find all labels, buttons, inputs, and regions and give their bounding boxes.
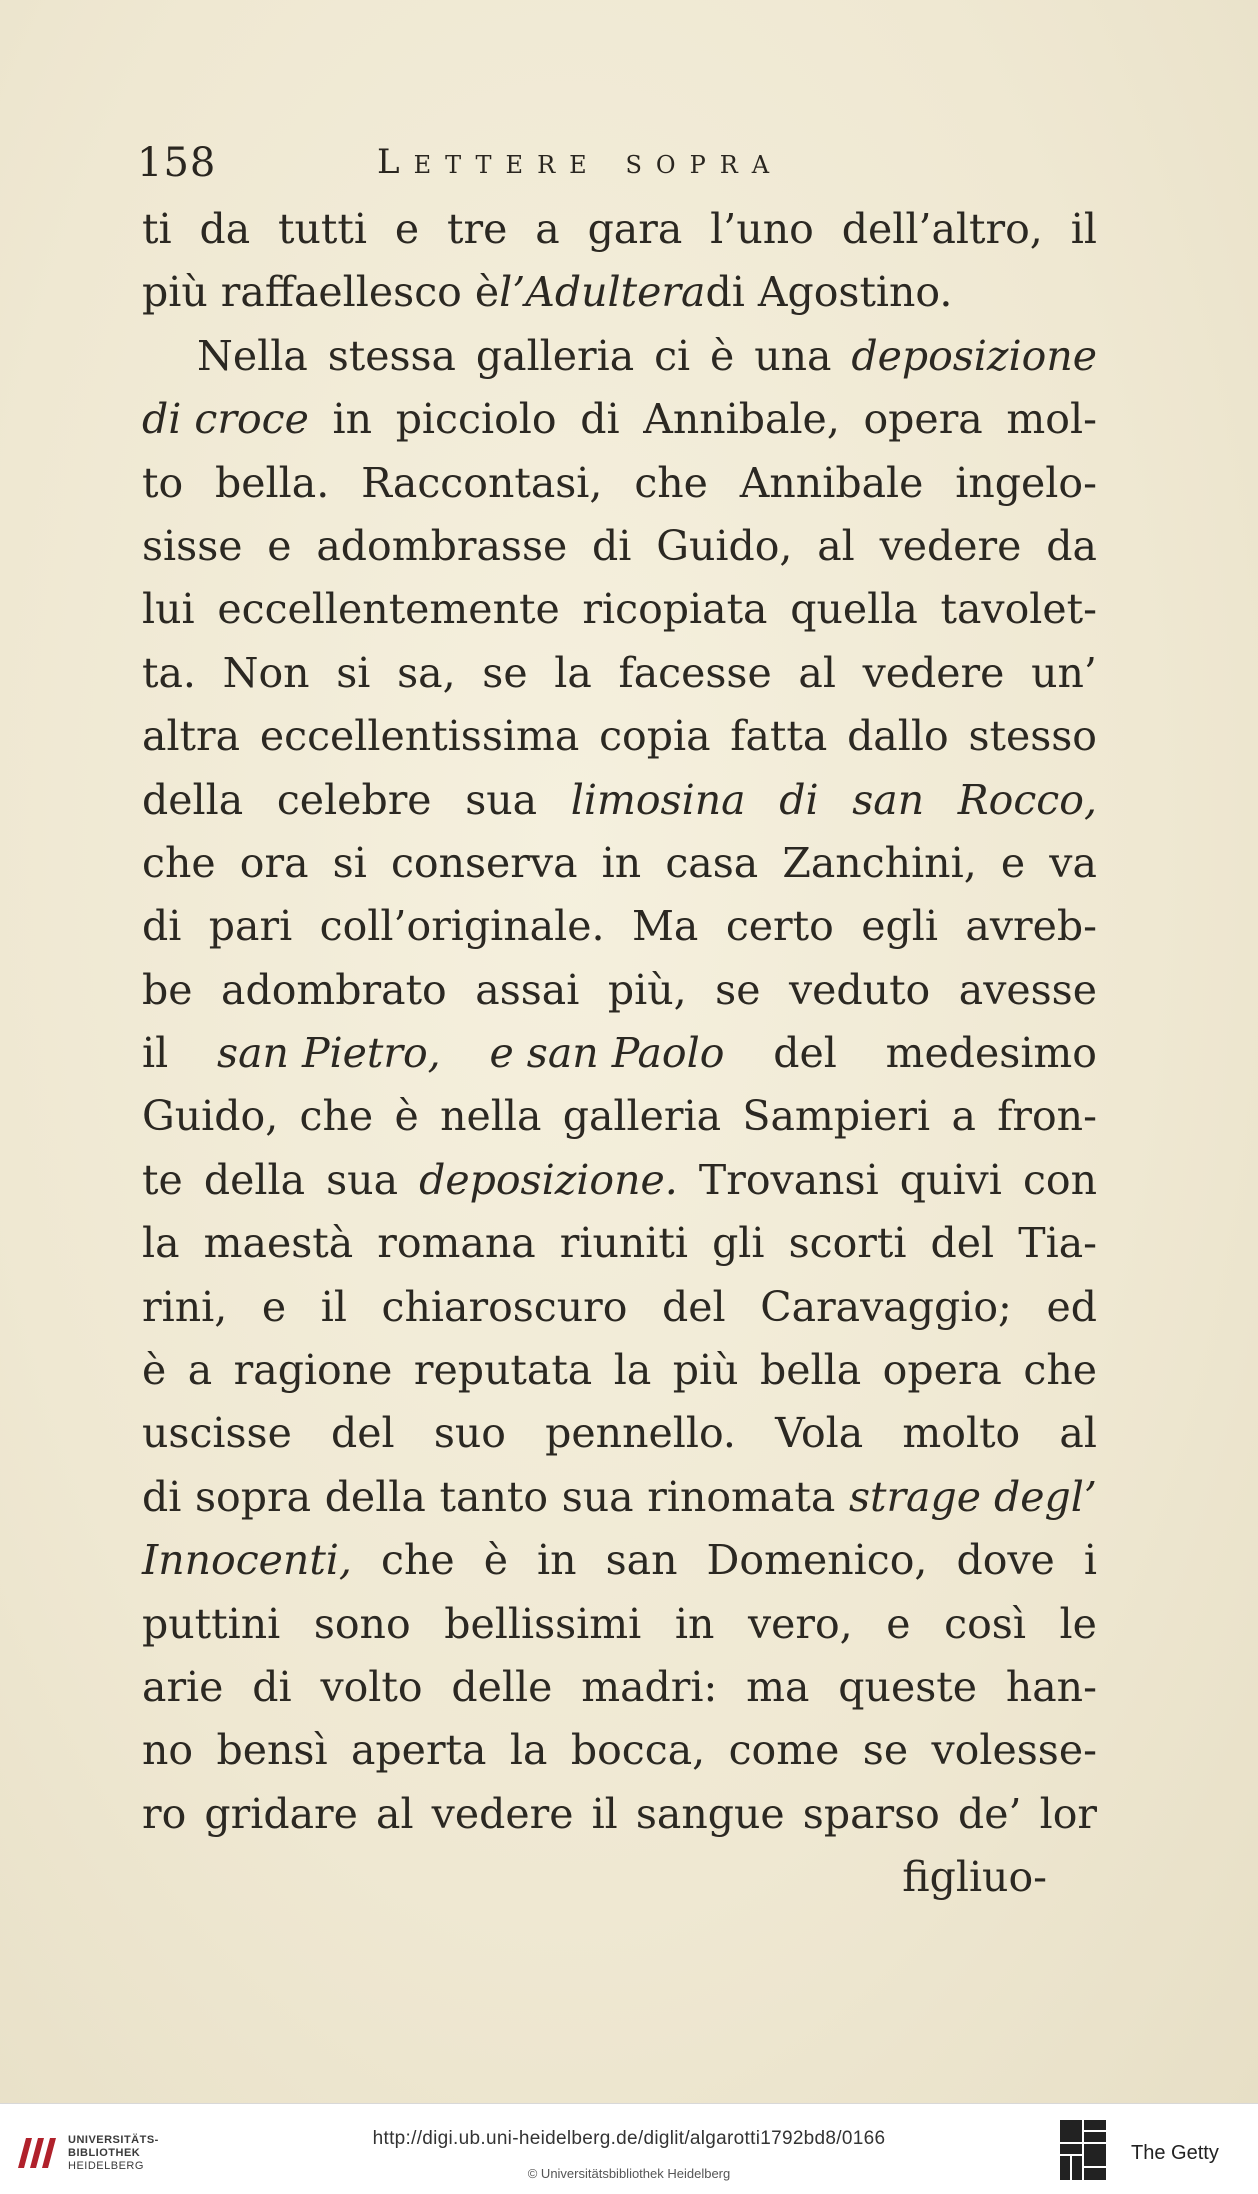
word: della	[324, 1472, 426, 1521]
word: de’	[957, 1789, 1022, 1838]
permalink-url[interactable]: http://digi.ub.uni-heidelberg.de/diglit/algarotti1792bd8/0166	[372, 2128, 886, 2149]
text-line	[142, 198, 1097, 261]
word: gli	[712, 1219, 765, 1268]
word: opera	[882, 1346, 1002, 1395]
word: nella	[440, 1092, 542, 1141]
text-line	[142, 515, 1097, 578]
word: lui	[142, 585, 195, 634]
word: vero,	[747, 1599, 853, 1648]
word: in	[601, 838, 642, 887]
word: il	[320, 1282, 347, 1331]
word: puttini	[142, 1599, 281, 1648]
word: si	[336, 648, 371, 697]
word: la	[613, 1346, 652, 1395]
text-line	[142, 1212, 1097, 1275]
word: sa,	[397, 648, 456, 697]
italic-word: san	[852, 775, 925, 824]
word: che	[381, 1536, 455, 1585]
word: Guido,	[142, 1092, 279, 1141]
italic-word: limosina	[570, 775, 746, 824]
word: queste	[838, 1662, 977, 1711]
text-line	[142, 388, 1097, 451]
word: eccellentissima	[259, 712, 580, 761]
italic-word: san Pietro,	[217, 1029, 441, 1078]
italic-word: di croce	[142, 395, 309, 444]
word: si	[332, 838, 367, 887]
word: be	[142, 965, 193, 1014]
copyright-notice: © Universitätsbibliothek Heidelberg	[527, 2166, 731, 2181]
word: coll’originale.	[319, 902, 605, 951]
word: e	[1000, 838, 1026, 887]
text-line	[142, 1402, 1097, 1465]
word: sparso	[802, 1789, 940, 1838]
catchword-line	[142, 1846, 1097, 1909]
text-line	[142, 769, 1097, 832]
word: ragione	[233, 1346, 393, 1395]
word: del	[331, 1409, 395, 1458]
word: egli	[861, 902, 938, 951]
word: casa	[665, 838, 759, 887]
word: in	[537, 1536, 577, 1585]
word: sua	[326, 1155, 399, 1204]
word: di	[142, 902, 182, 951]
text-line	[142, 325, 1097, 388]
word: in	[332, 395, 373, 444]
word: bella.	[215, 458, 330, 507]
word: è	[394, 1092, 419, 1141]
page-header	[137, 140, 1097, 200]
word: vedere	[862, 648, 1005, 697]
word: Trovansi	[698, 1155, 879, 1204]
italic-word: Innocenti,	[142, 1536, 352, 1585]
text-line	[142, 832, 1097, 895]
word: assai	[475, 965, 580, 1014]
text-line	[142, 959, 1097, 1022]
word: di	[580, 395, 620, 444]
partner-name: The Getty	[1131, 2142, 1219, 2164]
word: che	[142, 838, 216, 887]
word: di	[252, 1662, 292, 1711]
word: delle	[451, 1662, 553, 1711]
word: sua	[465, 775, 538, 824]
word: tavolet-	[940, 585, 1097, 634]
library-name-line: UNIVERSITÄTS-	[68, 2134, 159, 2146]
word: sangue	[635, 1789, 785, 1838]
word: avesse	[958, 965, 1097, 1014]
word: ricopiata	[582, 585, 768, 634]
word: volesse-	[931, 1726, 1097, 1775]
word: celebre	[276, 775, 432, 824]
word: no	[142, 1726, 194, 1775]
word: medesimo	[885, 1029, 1097, 1078]
word: veduto	[789, 965, 931, 1014]
word: aperta	[350, 1726, 487, 1775]
word: dallo	[847, 712, 949, 761]
word: Nella	[197, 331, 308, 380]
italic-word: e san Paolo	[489, 1029, 725, 1078]
word: adombrato	[221, 965, 447, 1014]
word: reputata	[413, 1346, 593, 1395]
word: va	[1049, 838, 1097, 887]
text-line	[142, 1593, 1097, 1656]
word: a	[951, 1092, 976, 1141]
word: se	[862, 1726, 909, 1775]
word: in	[674, 1599, 715, 1648]
word: più	[672, 1346, 739, 1395]
text-line	[142, 1466, 1097, 1529]
word: uscisse	[142, 1409, 292, 1458]
word: più,	[607, 965, 687, 1014]
word: che	[1023, 1346, 1097, 1395]
text-line	[142, 261, 1097, 324]
text-line	[142, 1783, 1097, 1846]
word: e	[267, 521, 292, 570]
word: Domenico,	[706, 1536, 928, 1585]
word: rini,	[142, 1282, 228, 1331]
word: Vola	[775, 1409, 864, 1458]
word: e	[261, 1282, 287, 1331]
word: han-	[1005, 1662, 1097, 1711]
word: da	[1046, 521, 1097, 570]
catchword: figliuo-	[902, 1853, 1047, 1902]
word: galleria	[475, 331, 635, 380]
word: sua	[561, 1472, 634, 1521]
italic-word: Rocco,	[957, 775, 1097, 824]
word: una	[754, 331, 832, 380]
text-line	[142, 452, 1097, 515]
text-line	[142, 705, 1097, 768]
word: il	[1070, 205, 1097, 253]
text-line	[142, 578, 1097, 641]
text-line	[142, 1719, 1097, 1782]
word: rinomata	[647, 1472, 836, 1521]
word: Non	[222, 648, 310, 697]
word: al	[817, 521, 855, 570]
word: riuniti	[559, 1219, 688, 1268]
word: del	[930, 1219, 995, 1268]
word: ta.	[142, 648, 196, 697]
word: scorti	[788, 1219, 907, 1268]
word: che	[299, 1092, 374, 1141]
library-name-line: BIBLIOTHEK	[68, 2147, 141, 2159]
text-line	[142, 1529, 1097, 1592]
word: bocca,	[570, 1726, 706, 1775]
word: Raccontasi,	[361, 458, 603, 507]
word: molto	[902, 1409, 1021, 1458]
word: del	[773, 1029, 837, 1078]
word: e	[886, 1599, 911, 1648]
italic-word: strage degl’	[848, 1472, 1097, 1521]
word: il	[591, 1789, 618, 1838]
italic-word: di	[779, 775, 819, 824]
word: dove	[956, 1536, 1055, 1585]
word: vedere	[879, 521, 1022, 570]
word: che	[634, 458, 708, 507]
word: bella	[759, 1346, 862, 1395]
text-line	[142, 1276, 1097, 1339]
word: se	[482, 648, 528, 697]
word: fron-	[997, 1092, 1097, 1141]
word: suo	[433, 1409, 506, 1458]
word: della	[203, 1155, 306, 1204]
word: come	[728, 1726, 840, 1775]
word: di	[142, 1472, 182, 1521]
running-title: Lettere sopra	[377, 142, 784, 182]
word: e	[394, 205, 420, 253]
word: le	[1059, 1599, 1097, 1648]
word: sisse	[142, 521, 243, 570]
word: bellissimi	[444, 1599, 642, 1648]
word: madri:	[581, 1662, 718, 1711]
word: dell’altro,	[841, 205, 1043, 253]
word: così	[944, 1599, 1026, 1648]
getty-logo-icon[interactable]	[1058, 2118, 1108, 2182]
word: è	[710, 331, 735, 380]
word: un’	[1031, 648, 1097, 697]
text-line	[142, 1149, 1097, 1212]
word: ti	[142, 205, 172, 253]
word: Sampieri	[742, 1092, 931, 1141]
word: maestà	[203, 1219, 354, 1268]
word: san	[605, 1536, 678, 1585]
word: a	[187, 1346, 213, 1395]
italic-word: l’Adultera	[499, 268, 706, 317]
word: sono	[313, 1599, 411, 1648]
word: l’uno	[710, 205, 814, 253]
library-name-line: HEIDELBERG	[68, 2160, 144, 2172]
word: copia	[599, 712, 711, 761]
word: Annibale,	[643, 395, 840, 444]
word: con	[1022, 1155, 1097, 1204]
text-line	[142, 1085, 1097, 1148]
word: opera	[863, 395, 983, 444]
word: arie	[142, 1662, 224, 1711]
word: la	[554, 648, 592, 697]
word: del	[662, 1282, 726, 1331]
word: Caravaggio;	[760, 1282, 1012, 1331]
body-text	[142, 198, 1097, 1910]
word: ma	[746, 1662, 810, 1711]
word: gara	[587, 205, 683, 253]
word: adombrasse	[316, 521, 568, 570]
text-line	[142, 1339, 1097, 1402]
word: te	[142, 1155, 183, 1204]
word: mol-	[1006, 395, 1097, 444]
word: al	[798, 648, 836, 697]
word: pennello.	[545, 1409, 736, 1458]
word: ci	[654, 331, 691, 380]
word: Tia-	[1018, 1219, 1097, 1268]
word: della	[142, 775, 244, 824]
word: gridare	[204, 1789, 358, 1838]
word: pari	[208, 902, 293, 951]
word: Annibale	[739, 458, 924, 507]
word: ora	[239, 838, 309, 887]
word: chiaroscuro	[381, 1282, 628, 1331]
page-number: 158	[137, 140, 217, 186]
word: di	[592, 521, 632, 570]
word: quivi	[899, 1155, 1002, 1204]
word: se	[715, 965, 761, 1014]
word: stessa	[327, 331, 456, 380]
word: da	[199, 205, 251, 253]
word: la	[142, 1219, 180, 1268]
word: il	[142, 1029, 169, 1078]
word: Zanchini,	[782, 838, 977, 887]
word: stesso	[968, 712, 1097, 761]
word: eccellentemente	[217, 585, 560, 634]
word: fatta	[730, 712, 828, 761]
word: quella	[790, 585, 918, 634]
word: avreb-	[965, 902, 1097, 951]
word: ed	[1046, 1282, 1097, 1331]
word: sopra	[195, 1472, 312, 1521]
text-line	[142, 642, 1097, 705]
word: vedere	[431, 1789, 574, 1838]
word: a	[535, 205, 560, 253]
word: facesse	[618, 648, 772, 697]
word: è	[483, 1536, 508, 1585]
italic-word: deposizione.	[419, 1155, 678, 1204]
word: picciolo	[395, 395, 557, 444]
word: ingelo-	[955, 458, 1097, 507]
word: più raffaellesco è	[142, 268, 500, 317]
viewer-footer	[0, 2103, 1258, 2194]
word: è	[142, 1346, 167, 1395]
word: romana	[377, 1219, 536, 1268]
word: bensì	[216, 1726, 328, 1775]
word: tanto	[439, 1472, 549, 1521]
word: tre	[447, 205, 508, 253]
text-line	[142, 1022, 1097, 1085]
word: certo	[725, 902, 834, 951]
text-line	[142, 895, 1097, 958]
word: galleria	[562, 1092, 722, 1141]
word: al	[376, 1789, 414, 1838]
word: di Agostino.	[705, 268, 953, 317]
word: i	[1083, 1536, 1097, 1585]
italic-word: deposizione	[851, 331, 1097, 380]
word: la	[509, 1726, 548, 1775]
word: Ma	[631, 902, 699, 951]
word: volto	[320, 1662, 423, 1711]
word: tutti	[278, 205, 367, 253]
text-line	[142, 1656, 1097, 1719]
word: ro	[142, 1789, 187, 1838]
word: altra	[142, 712, 241, 761]
word: al	[1059, 1409, 1097, 1458]
word: conserva	[390, 838, 578, 887]
word: Guido,	[656, 521, 793, 570]
word: to	[142, 458, 184, 507]
word: lor	[1039, 1789, 1097, 1838]
